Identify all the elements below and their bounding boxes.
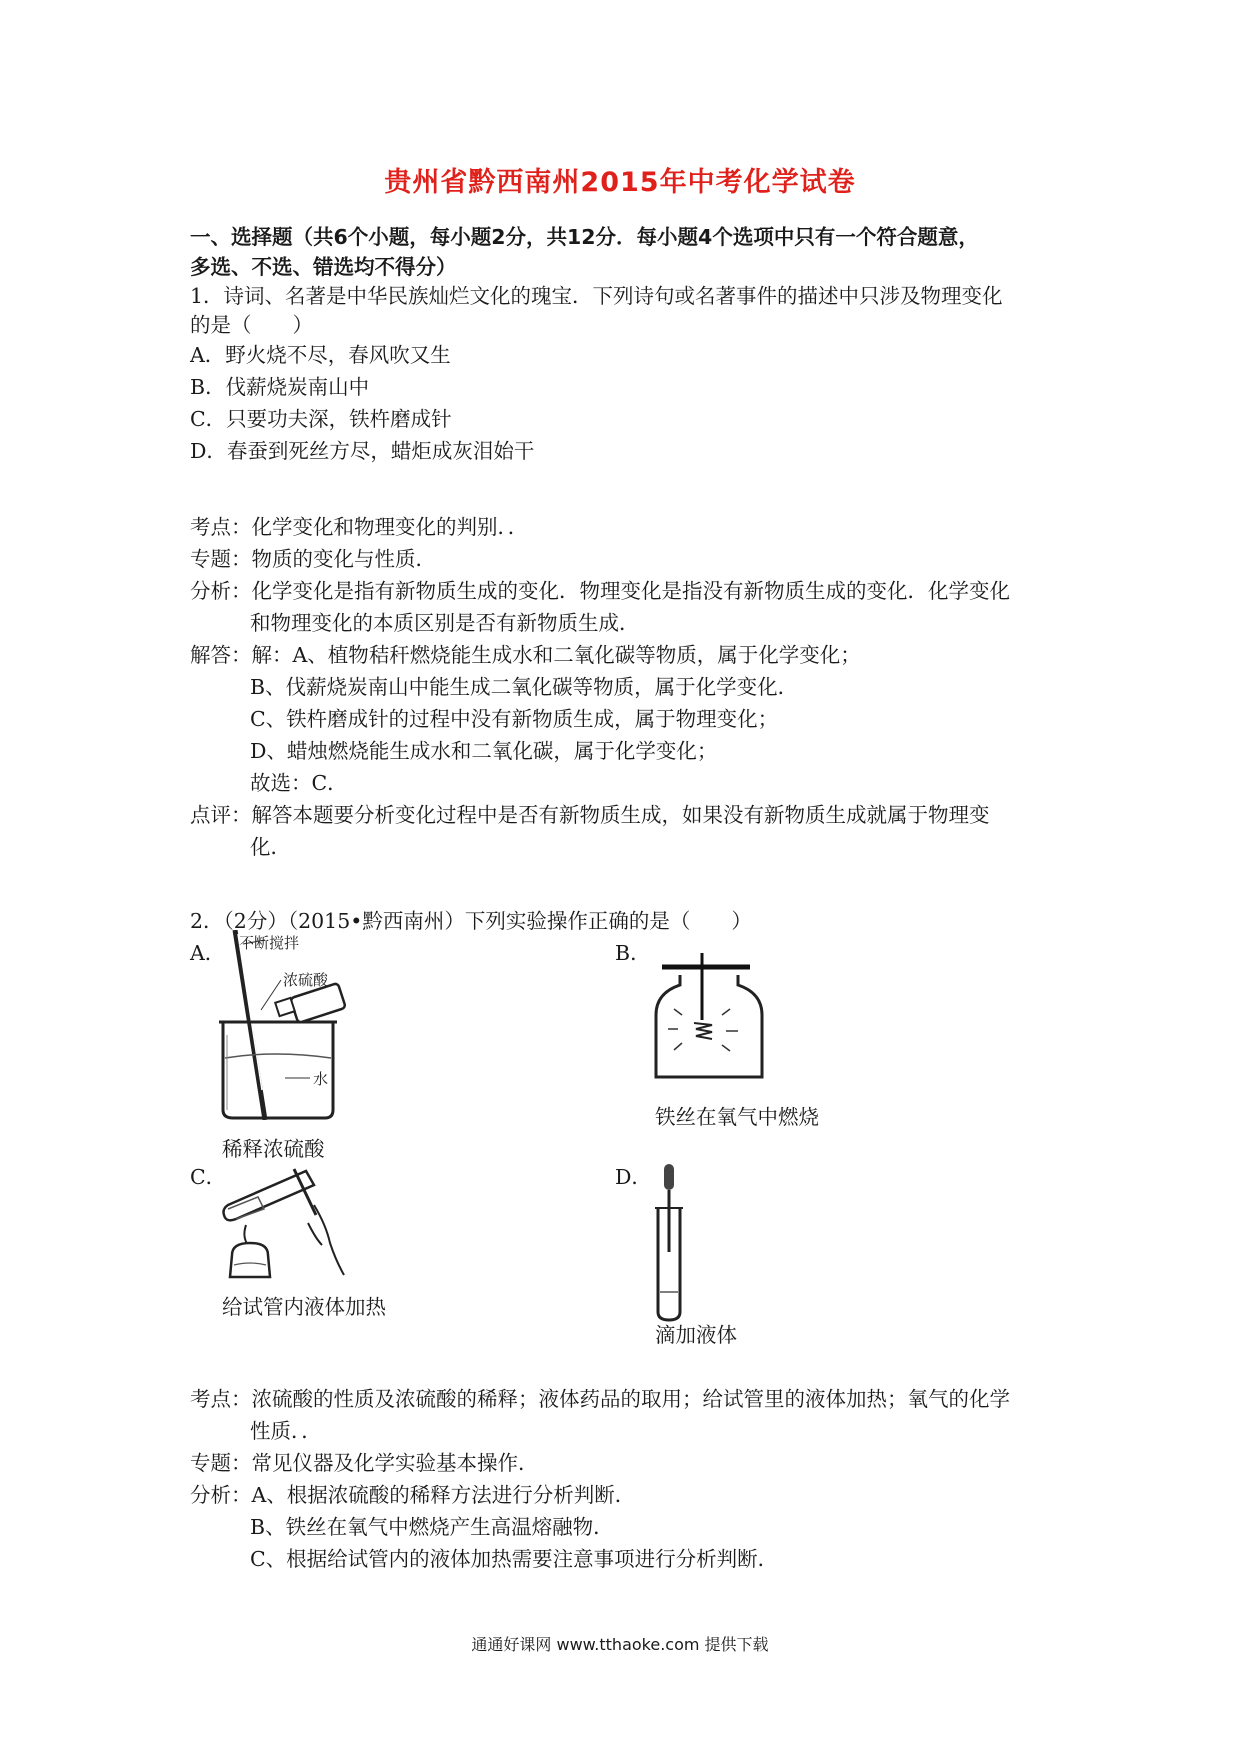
page-title: 贵州省黔西南州2015年中考化学试卷 (384, 167, 856, 198)
q1-jieda: 解答：解：A、植物秸秆燃烧能生成水和二氧化碳等物质，属于化学变化； (190, 643, 861, 667)
q2-fenxi-b: B、铁丝在氧气中燃烧产生高温熔融物． (250, 1515, 614, 1539)
q1-answer: 故选：C． (250, 771, 348, 795)
fig-d-caption: 滴加液体 (655, 1323, 737, 1347)
iron-wire-icon (694, 1023, 712, 1039)
q2-kaodian: 考点：浓硫酸的性质及浓硫酸的稀释；液体药品的取用；给试管里的液体加热；氧气的化学 (190, 1387, 1010, 1411)
q1-dianping-cont: 化． (250, 835, 291, 859)
section-heading-cont: 多选、不选、错选均不得分） (190, 255, 457, 279)
page-footer: 通通好课网 www.tthaoke.com 提供下载 (471, 1635, 769, 1654)
q2-stem: 2．（2分）（2015•黔西南州）下列实验操作正确的是（ ） (190, 909, 752, 933)
fig-c-caption: 给试管内液体加热 (222, 1295, 386, 1319)
heating-tube-figure (218, 1165, 358, 1285)
iron-wire-figure (650, 945, 775, 1085)
q1-dianping: 点评：解答本题要分析变化过程中是否有新物质生成，如果没有新物质生成就属于物理变 (190, 803, 990, 827)
q1-fenxi: 分析：化学变化是指有新物质生成的变化．物理变化是指没有新物质生成的变化．化学变化 (190, 579, 1010, 603)
section-heading: 一、选择题（共6个小题，每小题2分，共12分．每小题4个选项中只有一个符合题意， (190, 225, 979, 249)
q1-kaodian: 考点：化学变化和物理变化的判别．． (190, 515, 529, 539)
q1-jieda-d: D、蜡烛燃烧能生成水和二氧化碳，属于化学变化； (250, 739, 718, 763)
dilute-acid-figure (215, 930, 385, 1120)
q2-option-c-label: C． (190, 1165, 227, 1189)
label-acid: 浓硫酸 (283, 971, 329, 989)
test-tube-icon (224, 1171, 315, 1220)
q2-option-b-label: B． (615, 941, 651, 965)
q2-kaodian-cont: 性质．． (250, 1419, 322, 1443)
glass-rod-icon (235, 930, 265, 1120)
dropper-figure (648, 1162, 688, 1322)
fig-b-caption: 铁丝在氧气中燃烧 (655, 1105, 819, 1129)
alcohol-lamp-icon (230, 1225, 270, 1277)
q2-option-a-label: A． (190, 941, 226, 965)
q1-option-a: A．野火烧不尽，春风吹又生 (190, 343, 451, 367)
q1-jieda-c: C、铁杵磨成针的过程中没有新物质生成，属于物理变化； (250, 707, 779, 731)
q1-option-b: B．伐薪烧炭南山中 (190, 375, 370, 399)
label-stir: 不断搅拌 (239, 934, 300, 952)
q1-stem-cont: 的是（ ） (190, 313, 313, 337)
q2-zhuanti: 专题：常见仪器及化学实验基本操作． (190, 1451, 539, 1475)
q1-option-c: C．只要功夫深，铁杵磨成针 (190, 407, 452, 431)
q1-fenxi-cont: 和物理变化的本质区别是否有新物质生成． (250, 611, 640, 635)
q1-stem: 1．诗词、名著是中华民族灿烂文化的瑰宝．下列诗句或名著事件的描述中只涉及物理变化 (190, 284, 1003, 308)
q1-jieda-b: B、伐薪烧炭南山中能生成二氧化碳等物质，属于化学变化． (250, 675, 799, 699)
q1-zhuanti: 专题：物质的变化与性质． (190, 547, 436, 571)
label-water: 水 (313, 1070, 329, 1088)
fig-a-caption: 稀释浓硫酸 (222, 1137, 325, 1161)
q2-fenxi-c: C、根据给试管内的液体加热需要注意事项进行分析判断． (250, 1547, 779, 1571)
q2-fenxi: 分析：A、根据浓硫酸的稀释方法进行分析判断． (190, 1483, 636, 1507)
q1-option-d: D．春蚕到死丝方尽，蜡炬成灰泪始干 (190, 439, 535, 463)
q2-option-d-label: D． (615, 1165, 652, 1189)
